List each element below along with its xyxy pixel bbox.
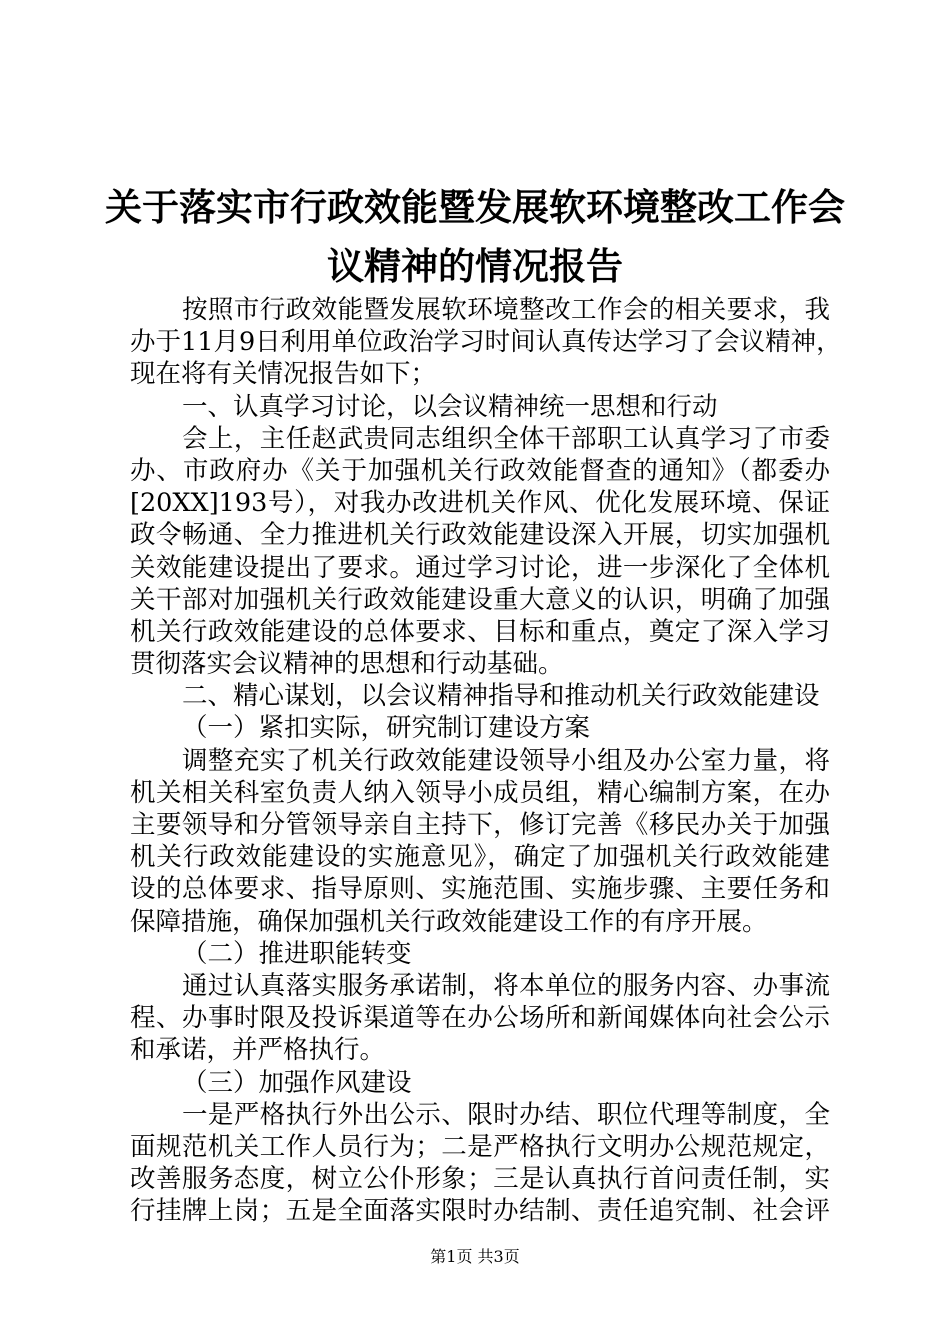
body-line: 贯彻落实会议精神的思想和行动基础。: [130, 649, 564, 680]
body-line: 会上，主任赵武贵同志组织全体干部职工认真学习了市委: [182, 423, 830, 454]
body-line: 设的总体要求、指导原则、实施范围、实施步骤、主要任务和: [130, 874, 830, 905]
body-line: 办、市政府办《关于加强机关行政效能督查的通知》（都委办: [130, 455, 830, 486]
body-line: 改善服务态度，树立公仆形象；三是认真执行首问责任制，实: [130, 1164, 830, 1195]
body-line: 关干部对加强机关行政效能建设重大意义的认识，明确了加强: [130, 584, 830, 615]
body-line: 主要领导和分管领导亲自主持下，修订完善《移民办关于加强: [130, 810, 830, 840]
document-title-line-2: 议精神的情况报告: [327, 245, 623, 288]
body-line: 政令畅通、全力推进机关行政效能建设深入开展，切实加强机: [130, 520, 830, 551]
body-line: 关效能建设提出了要求。通过学习讨论，进一步深化了全体机: [130, 552, 830, 583]
document-title-line-1: 关于落实市行政效能暨发展软环境整改工作会: [105, 186, 845, 229]
body-line: 按照市行政效能暨发展软环境整改工作会的相关要求，我: [182, 295, 830, 325]
body-line: （二）推进职能转变: [182, 938, 412, 969]
body-line: 保障措施，确保加强机关行政效能建设工作的有序开展。: [130, 906, 768, 937]
body-line: （三）加强作风建设: [182, 1067, 412, 1098]
body-line: 二、精心谋划，以会议精神指导和推动机关行政效能建设: [182, 681, 820, 712]
body-line: 现在将有关情况报告如下；: [130, 359, 437, 390]
page-footer: 第1页 共3页: [430, 1247, 520, 1266]
body-line: 一、认真学习讨论，以会议精神统一思想和行动: [182, 391, 718, 422]
body-line: 和承诺，并严格执行。: [130, 1035, 386, 1066]
body-line: （一）紧扣实际，研究制订建设方案: [182, 713, 591, 744]
document-body: [130, 294, 842, 1227]
body-line: 一是严格执行外出公示、限时办结、职位代理等制度，全: [182, 1099, 830, 1130]
body-line: 调整充实了机关行政效能建设领导小组及办公室力量，将: [182, 745, 830, 776]
body-line: 面规范机关工作人员行为；二是严格执行文明办公规范规定，: [130, 1131, 830, 1162]
body-line: 机关相关科室负责人纳入领导小成员组，精心编制方案，在办: [130, 777, 830, 808]
body-line: 通过认真落实服务承诺制，将本单位的服务内容、办事流: [182, 970, 830, 1001]
body-line: [20XX]193号），对我办改进机关作风、优化发展环境、保证: [130, 488, 830, 519]
body-line: 机关行政效能建设的实施意见》，确定了加强机关行政效能建: [130, 842, 830, 873]
body-line: 办于11月9日利用单位政治学习时间认真传达学习了会议精神，: [130, 327, 842, 358]
body-line: 程、办事时限及投诉渠道等在办公场所和新闻媒体向社会公示: [130, 1003, 830, 1034]
body-line: 行挂牌上岗；五是全面落实限时办结制、责任追究制、社会评: [130, 1196, 830, 1227]
body-line: 机关行政效能建设的总体要求、目标和重点，奠定了深入学习: [130, 616, 830, 647]
